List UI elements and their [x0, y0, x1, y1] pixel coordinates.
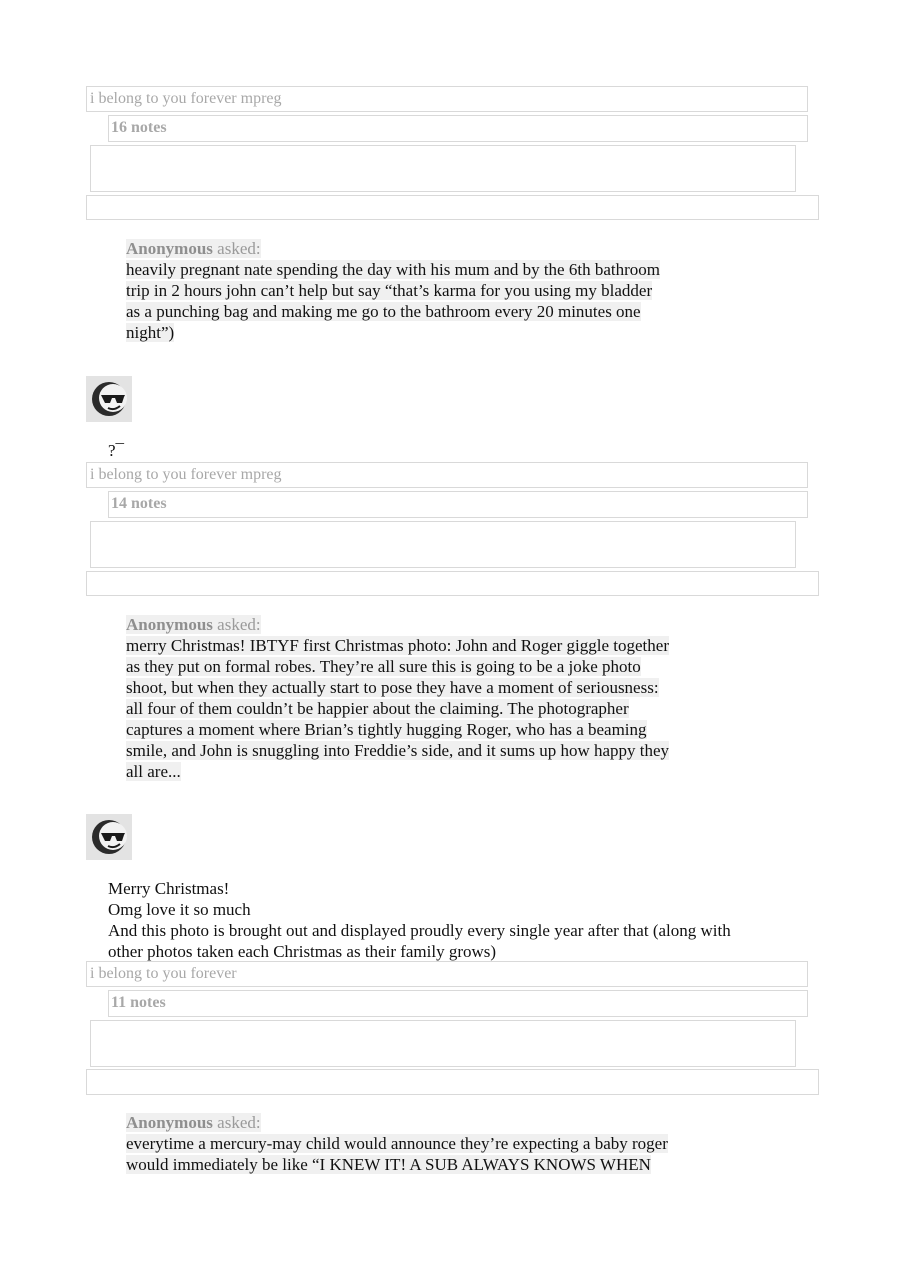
- asker-name[interactable]: Anonymous: [126, 239, 213, 258]
- question-line: heavily pregnant nate spending the day with his mum and by the 6th bathroom: [126, 260, 660, 279]
- post-tag-text[interactable]: i belong to you forever mpreg: [90, 466, 282, 483]
- question-line: captures a moment where Brian’s tightly hugging Roger, who has a beaming: [126, 720, 647, 739]
- post-tag[interactable]: [86, 86, 808, 112]
- question-text: [126, 259, 726, 343]
- post-tag-text[interactable]: i belong to you forever: [90, 965, 237, 982]
- notes-count-text[interactable]: 14 notes: [111, 495, 167, 512]
- notes-count-text[interactable]: 16 notes: [111, 119, 167, 136]
- post-footer-bar: [86, 571, 819, 596]
- avatar[interactable]: [86, 814, 132, 860]
- asker-label: asked:: [212, 239, 261, 258]
- answer-line: Merry Christmas!: [108, 879, 230, 898]
- answer-line: other photos taken each Christmas as their family grows): [108, 942, 497, 961]
- post-tag[interactable]: [86, 961, 808, 987]
- asker-line: [126, 1112, 261, 1133]
- answer-text: [108, 440, 798, 461]
- question-line: as a punching bag and making me go to the bathroom every 20 minutes one: [126, 302, 641, 321]
- question-line: all are...: [126, 762, 181, 781]
- answer-line: Omg love it so much: [108, 900, 251, 919]
- asker-line: [126, 614, 261, 635]
- answer-line: ?¯: [108, 441, 125, 460]
- reblog-panel: [90, 521, 796, 568]
- notes-count[interactable]: [108, 115, 808, 142]
- question-line: everytime a mercury-may child would announce they’re expecting a baby roger: [126, 1134, 668, 1153]
- question-text: [126, 1133, 726, 1175]
- sunglasses-face-icon: [89, 817, 129, 857]
- avatar[interactable]: [86, 376, 132, 422]
- reblog-panel: [90, 145, 796, 192]
- asker-name[interactable]: Anonymous: [126, 615, 213, 634]
- sunglasses-face-icon: [89, 379, 129, 419]
- asker-label: asked:: [212, 1113, 261, 1132]
- question-line: smile, and John is snuggling into Freddie’s side, and it sums up how happy they: [126, 741, 670, 760]
- notes-count[interactable]: [108, 491, 808, 518]
- question-line: merry Christmas! IBTYF first Christmas photo: John and Roger giggle together: [126, 636, 669, 655]
- question-line: trip in 2 hours john can’t help but say “that’s karma for you using my bladder: [126, 281, 653, 300]
- notes-count[interactable]: [108, 990, 808, 1017]
- asker-name[interactable]: Anonymous: [126, 1113, 213, 1132]
- post-footer-bar: [86, 195, 819, 220]
- answer-line: And this photo is brought out and displayed proudly every single year after that (along with: [108, 921, 731, 940]
- reblog-panel: [90, 1020, 796, 1067]
- question-line: as they put on formal robes. They’re all sure this is going to be a joke photo: [126, 657, 641, 676]
- post-footer-bar: [86, 1069, 819, 1095]
- answer-text: [108, 878, 798, 962]
- question-text: [126, 635, 746, 782]
- notes-count-text[interactable]: 11 notes: [111, 994, 166, 1011]
- post-tag-text[interactable]: i belong to you forever mpreg: [90, 90, 282, 107]
- question-line: shoot, but when they actually start to pose they have a moment of seriousness:: [126, 678, 659, 697]
- question-line: would immediately be like “I KNEW IT! A SUB ALWAYS KNOWS WHEN: [126, 1155, 651, 1174]
- question-line: night”): [126, 323, 175, 342]
- post-tag[interactable]: [86, 462, 808, 488]
- question-line: all four of them couldn’t be happier about the claiming. The photographer: [126, 699, 629, 718]
- asker-label: asked:: [212, 615, 261, 634]
- asker-line: [126, 238, 261, 259]
